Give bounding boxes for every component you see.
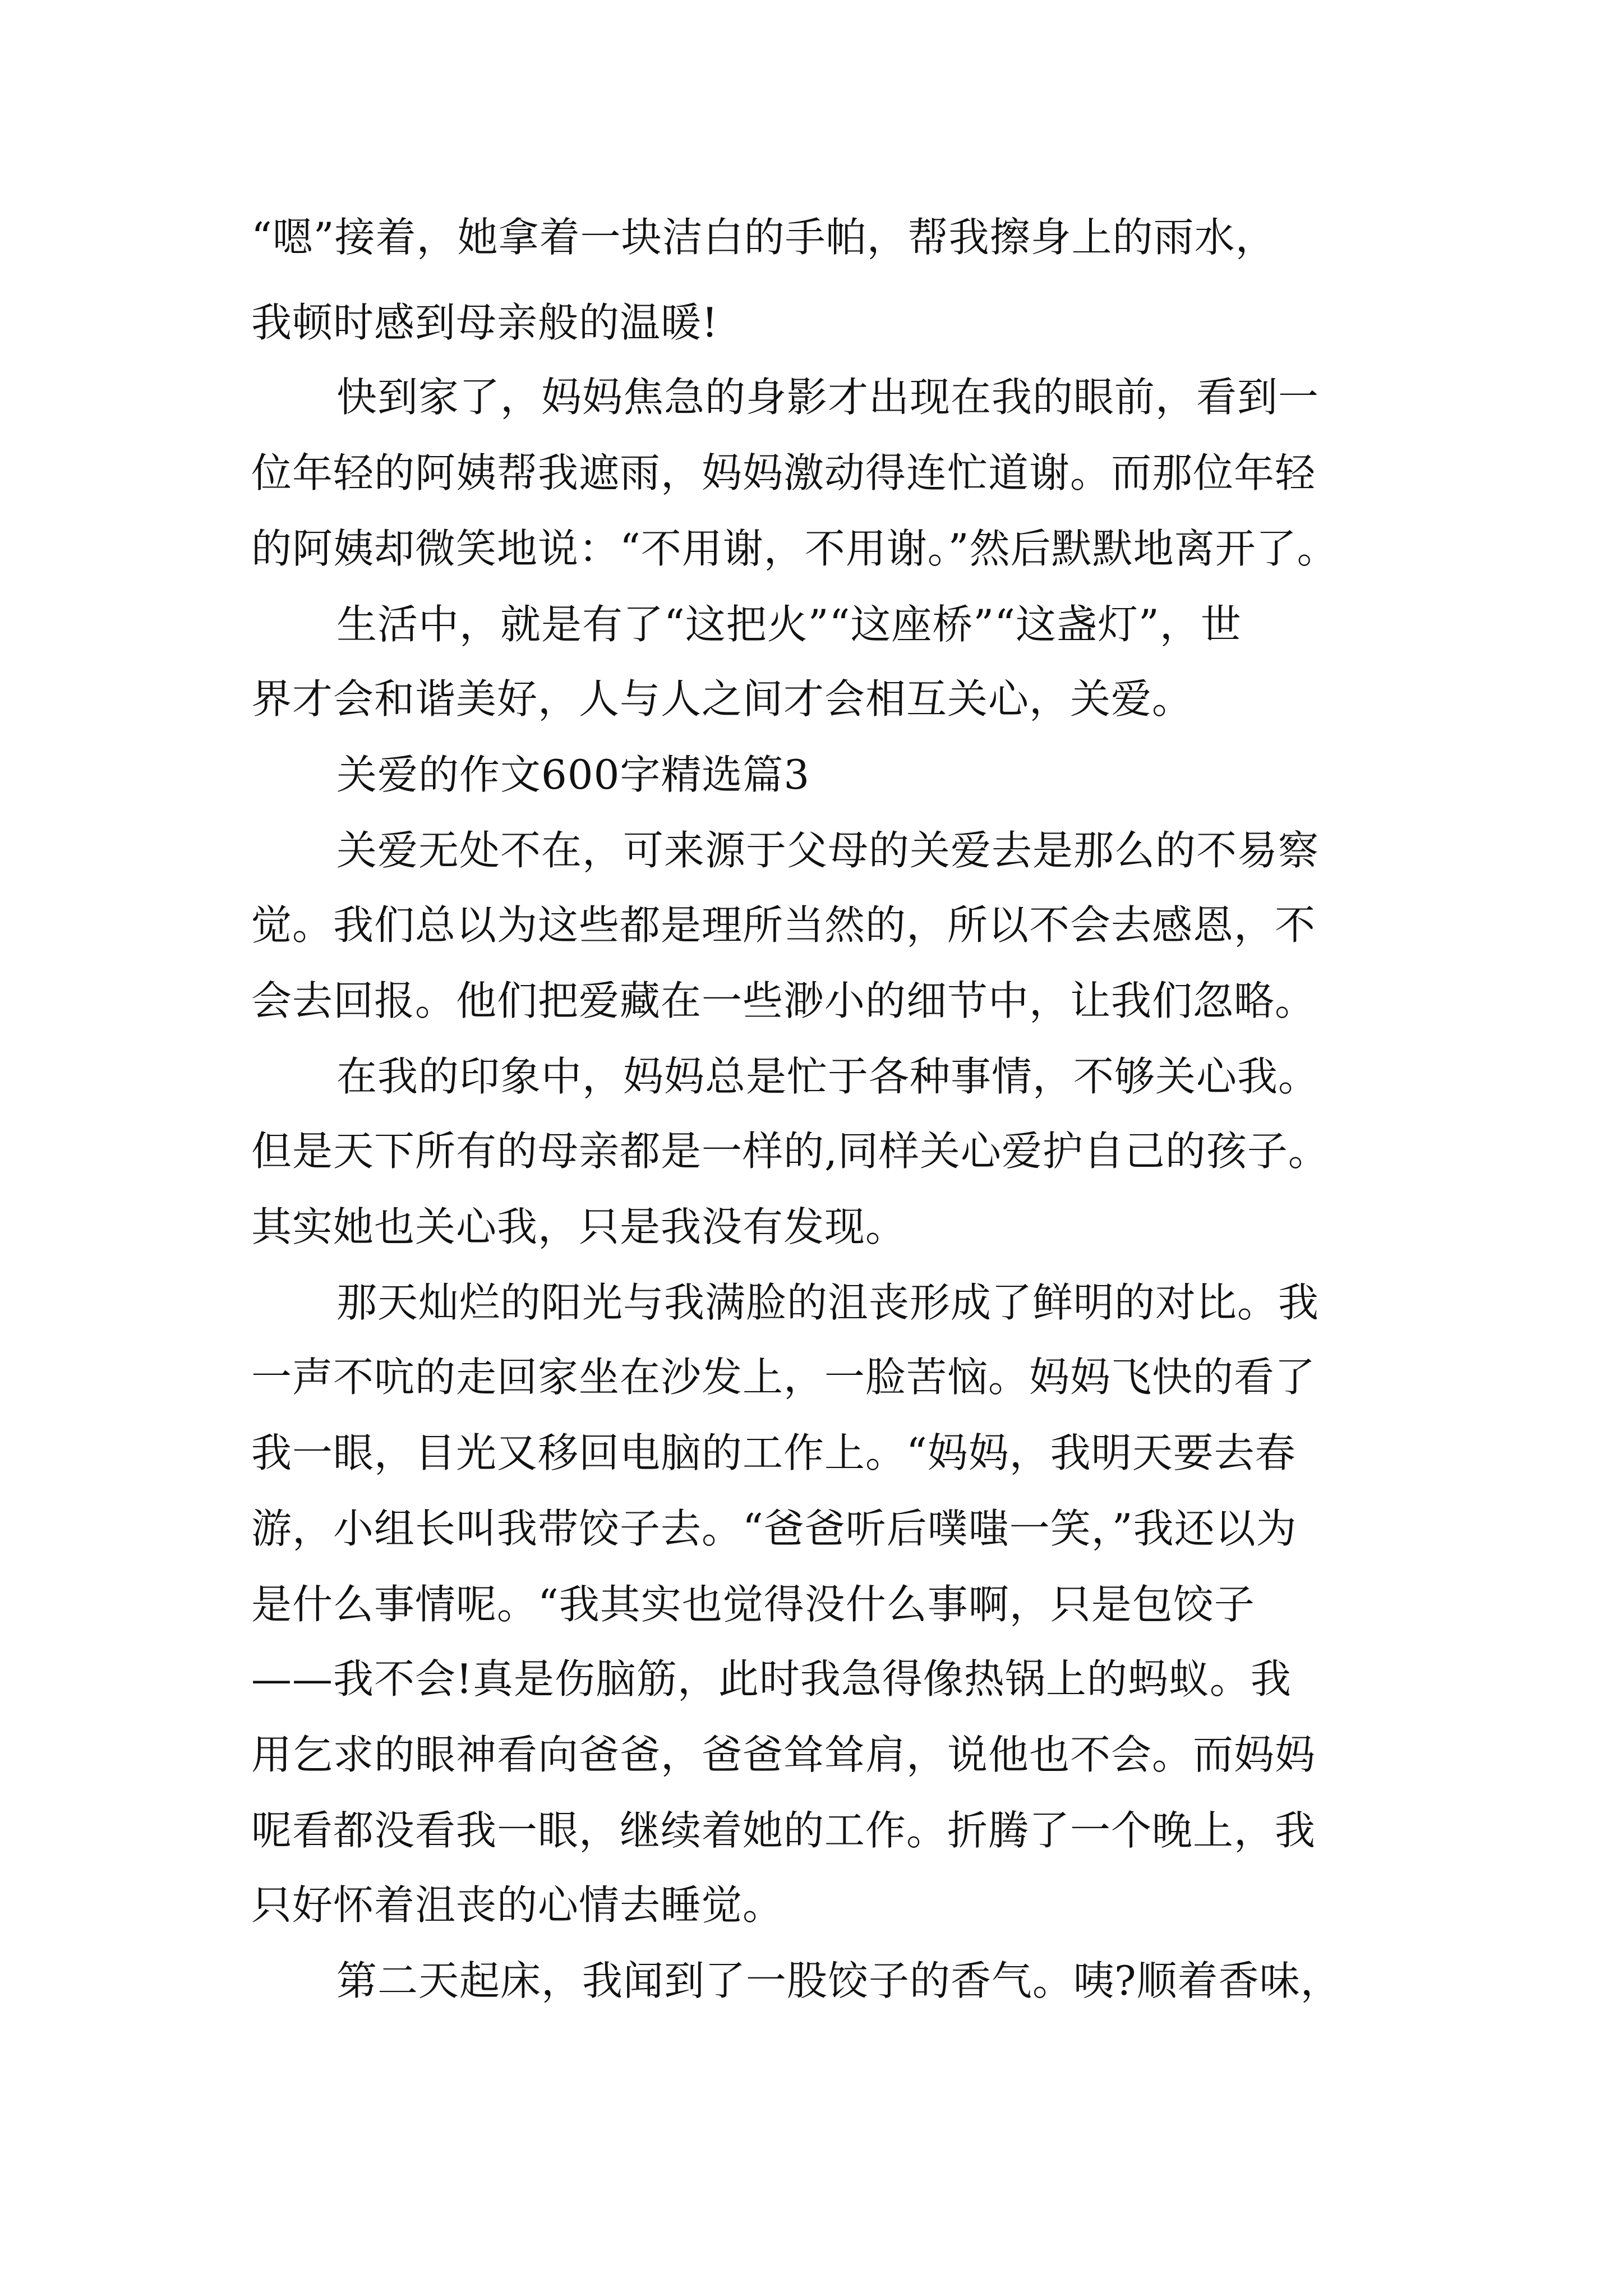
text-line: 界才会和谐美好，人与人之间才会相互关心，关爱。 (251, 675, 1193, 723)
text-line: 关爱无处不在，可来源于父母的关爱去是那么的不易察 (336, 827, 1320, 874)
text-line: 的阿姨却微笑地说：“不用谢，不用谢。”然后默默地离开了。 (251, 525, 1338, 572)
text-line: 觉。我们总以为这些都是理所当然的，所以不会去感恩，不 (251, 901, 1316, 949)
text-line: 生活中，就是有了“这把火”“这座桥”“这盏灯”，世 (336, 601, 1242, 648)
text-line: 用乞求的眼神看向爸爸，爸爸耸耸肩，说他也不会。而妈妈 (251, 1731, 1316, 1778)
text-line: 位年轻的阿姨帮我遮雨，妈妈激动得连忙道谢。而那位年轻 (251, 449, 1316, 496)
text-line: 呢看都没看我一眼，继续着她的工作。折腾了一个晚上，我 (251, 1807, 1316, 1854)
text-line: 我一眼，目光又移回电脑的工作上。“妈妈，我明天要去春 (251, 1429, 1296, 1476)
text-line: 快到家了，妈妈焦急的身影才出现在我的眼前，看到一 (336, 374, 1320, 421)
text-line: 是什么事情呢。“我其实也觉得没什么事啊，只是包饺子 (251, 1581, 1255, 1628)
text-line: “嗯”接着，她拿着一块洁白的手帕，帮我擦身上的雨水， (251, 214, 1276, 261)
text-line: 那天灿烂的阳光与我满脸的沮丧形成了鲜明的对比。我 (336, 1279, 1320, 1326)
text-line: 我顿时感到母亲般的温暖! (251, 299, 718, 346)
text-line: 一声不吭的走回家坐在沙发上，一脸苦恼。妈妈飞快的看了 (251, 1354, 1316, 1401)
text-line: 在我的印象中，妈妈总是忙于各种事情，不够关心我。 (336, 1053, 1320, 1100)
text-line: 游，小组长叫我带饺子去。“爸爸听后噗嗤一笑，”我还以为 (251, 1505, 1297, 1552)
section-heading: 关爱的作文600字精选篇3 (336, 751, 810, 798)
text-line: ——我不会!真是伤脑筋，此时我急得像热锅上的蚂蚁。我 (251, 1655, 1292, 1703)
text-line: 但是天下所有的母亲都是一样的,同样关心爱护自己的孩子。 (251, 1128, 1329, 1175)
text-line: 第二天起床，我闻到了一股饺子的香气。咦?顺着香味， (336, 1957, 1341, 2004)
text-line: 其实她也关心我，只是我没有发现。 (251, 1203, 907, 1250)
text-line: 只好怀着沮丧的心情去睡觉。 (251, 1881, 784, 1929)
text-line: 会去回报。他们把爱藏在一些渺小的细节中，让我们忽略。 (251, 977, 1316, 1024)
